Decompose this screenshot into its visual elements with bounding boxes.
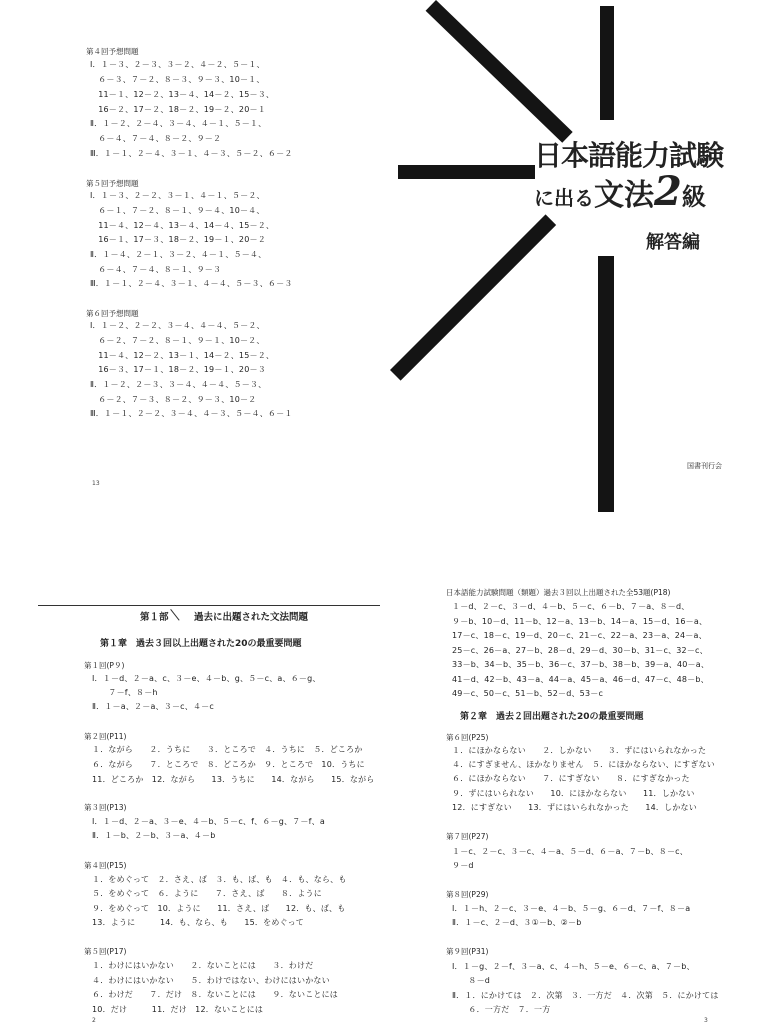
answer-line: Ⅱ．１．にかけては ２．次第 ３．一方だ ４．次第 ５．にかけては bbox=[452, 991, 719, 1000]
answer-line: ５．をめぐって ６．ように ７．さえ、ば ８．ように bbox=[92, 889, 322, 898]
answer-line: ６－４、７－４、８－１、９－３ bbox=[90, 265, 222, 274]
answer-line: 41－d、42－b、43－a、44－a、45－a、46－d、47－c、48－b、 bbox=[452, 675, 709, 684]
page-number: 13 bbox=[92, 480, 100, 487]
answer-line: ６．にほかならない ７．にすぎない ８．にすぎなかった bbox=[452, 774, 690, 783]
answer-line: Ⅰ．１－d、２－a、c、３－e、４－b、g、５－c、a、６－g、 bbox=[92, 674, 321, 683]
part-title: 過去に出題された文法問題 bbox=[194, 612, 309, 623]
part-header-rule bbox=[38, 605, 380, 606]
section-title: 第６回(P25) bbox=[446, 733, 489, 742]
bottom-right-page bbox=[384, 512, 768, 1024]
answer-line: Ⅱ．１－c、２－d、３①－b、②－b bbox=[452, 918, 582, 927]
section-title: 第５回(P17) bbox=[84, 947, 127, 956]
answer-line: 12．にすぎない 13．ずにはいられなかった 14．しかない bbox=[452, 803, 697, 812]
answer-line: ６－３、７－２、８－３、９－３、10－１、 bbox=[90, 75, 265, 84]
cover-title-main: 文法 bbox=[594, 178, 654, 213]
section-title: 第３回(P13) bbox=[84, 803, 127, 812]
answer-line: Ⅰ．１－d、２－a、３－e、４－b、５－c、f、６－g、７－f、a bbox=[92, 817, 325, 826]
answer-line: 11．どころか 12．ながら 13．うちに 14．ながら 15．ながら bbox=[92, 775, 375, 784]
chapter-heading: 第１章 過去３回以上出題された20の最重要問題 bbox=[100, 639, 302, 649]
answer-line: 49－c、50－c、51－b、52－d、53－c bbox=[452, 689, 604, 698]
section-title: 第１回(P９) bbox=[84, 661, 125, 670]
cover-title-line1: 日本語能力試験 bbox=[534, 139, 724, 172]
cover-horizontal-bar bbox=[398, 165, 535, 179]
answer-line: ６．ながら ７．ところで ８．どころか ９．ところで 10．うちに bbox=[92, 760, 365, 769]
answer-line: ９－b、10－d、11－b、12－a、13－b、14－a、15－d、16－a、 bbox=[452, 617, 708, 626]
part-label: 第１部 bbox=[140, 612, 169, 623]
top-left-page bbox=[0, 0, 384, 512]
answer-line: Ⅲ．１－１、２－４、３－１、４－３、５－２、６－２ bbox=[90, 149, 293, 158]
cover-title-prefix: に出る bbox=[534, 186, 594, 210]
part-header-slant bbox=[170, 609, 179, 621]
answer-line: ６．わけだ ７．だけ ８．ないことには ９．ないことには bbox=[92, 990, 338, 999]
answer-line: Ⅲ．１－１、２－４、３－１、４－４、５－３、６－３ bbox=[90, 279, 293, 288]
answer-line: ６．一方だ ７．一方 bbox=[452, 1005, 551, 1014]
answer-line: ４．にすぎません、ほかなりません ５．にほかならない、にすぎない bbox=[452, 760, 715, 769]
answer-line: Ⅰ．１－h、２－c、３－e、４－b、５－g、６－d、７－f、８－a bbox=[452, 904, 691, 913]
cover-diagonal-bar-lower bbox=[390, 214, 556, 380]
section-title: 第６回予想問題 bbox=[86, 309, 139, 318]
answer-line: １－d、２－c、３－d、４－b、５－c、６－b、７－a、８－d、 bbox=[452, 602, 690, 611]
section-title: 第４回(P15) bbox=[84, 861, 127, 870]
answer-line: Ⅰ．１－３、２－３、３－２、４－２、５－１、 bbox=[90, 60, 265, 69]
page-number: 3 bbox=[704, 1017, 708, 1024]
answer-line: ６－４、７－４、８－２、９－２ bbox=[90, 134, 222, 143]
answer-line: Ⅱ．１－２、２－４、３－４、４－１、５－１、 bbox=[90, 119, 267, 128]
section-title: 第２回(P11) bbox=[84, 732, 127, 741]
answer-line: １－c、２－c、３－c、４－a、５－d、６－a、７－b、８－c、 bbox=[452, 847, 688, 856]
answer-line: ６－１、７－２、８－１、９－４、10－４、 bbox=[90, 206, 265, 215]
answer-line: ４．わけにはいかない ５．わけではない、わけにはいかない bbox=[92, 976, 330, 985]
cover-vertical-bar-top bbox=[600, 6, 614, 120]
bottom-left-page bbox=[0, 512, 384, 1024]
answer-line: １．わけにはいかない ２．ないことには ３．わけだ bbox=[92, 961, 314, 970]
answer-line: Ⅲ．１－１、２－２、３－４、４－３、５－４、６－１ bbox=[90, 409, 293, 418]
cover-page bbox=[384, 0, 768, 512]
answer-line: ６－２、７－２、８－１、９－１、10－２、 bbox=[90, 336, 265, 345]
answer-line: 17－c、18－c、19－d、20－c、21－c、22－a、23－a、24－a、 bbox=[452, 631, 707, 640]
cover-title-line2 bbox=[534, 168, 706, 215]
answer-line: Ⅱ．１－４、２－１、３－２、４－１、５－４、 bbox=[90, 250, 267, 259]
cover-subtitle: 解答編 bbox=[646, 232, 700, 253]
cover-publisher: 国書刊行会 bbox=[687, 462, 722, 470]
cover-diagonal-bar-upper bbox=[426, 0, 573, 143]
answer-line: Ⅰ．１－３、２－２、３－１、４－１、５－２、 bbox=[90, 191, 265, 200]
answer-line: 16－１、17－３、18－２、19－１、20－２ bbox=[90, 235, 266, 244]
answer-line: 33－b、34－b、35－b、36－c、37－b、38－b、39－a、40－a、 bbox=[452, 660, 710, 669]
answer-line: ８－d bbox=[452, 976, 491, 985]
answer-line: Ⅰ．１－２、２－２、３－４、４－４、５－２、 bbox=[90, 321, 265, 330]
answer-line: Ⅱ．１－b、２－b、３－a、４－b bbox=[92, 831, 216, 840]
answer-line: ９－d bbox=[452, 861, 474, 870]
answer-line: Ⅰ．１－g、２－f、３－a、c、４－h、５－e、６－c、a、７－b、 bbox=[452, 962, 695, 971]
cover-title-level: 2 bbox=[654, 168, 682, 215]
section-title: 第９回(P31) bbox=[446, 947, 489, 956]
section-title: 第４回予想問題 bbox=[86, 47, 139, 56]
answer-line: １．をめぐって ２．さえ、ば ３．も、ば、も ４．も、なら、も bbox=[92, 875, 347, 884]
answer-line: ９．をめぐって 10．ように 11．さえ、ば 12．も、ば、も bbox=[92, 904, 346, 913]
answer-line: １．ながら ２．うちに ３．ところで ４．うちに ５．どころか bbox=[92, 745, 363, 754]
cover-title-suffix: 級 bbox=[681, 183, 706, 211]
answer-line: Ⅱ．１－a、２－a、３－c、４－c bbox=[92, 702, 214, 711]
answer-line: ９．ずにはいられない 10．にほかならない 11．しかない bbox=[452, 789, 695, 798]
answer-line: 11－４、12－２、13－１、14－２、15－２、 bbox=[90, 351, 275, 360]
answer-line: 11－１、12－２、13－４、14－２、15－３、 bbox=[90, 90, 275, 99]
cover-vertical-bar-bottom bbox=[598, 256, 614, 512]
answer-line: 16－２、17－２、18－２、19－２、20－１ bbox=[90, 105, 266, 114]
section-title: 第８回(P29) bbox=[446, 890, 489, 899]
answer-line: 16－３、17－１、18－２、19－１、20－３ bbox=[90, 365, 266, 374]
answer-line: 11－４、12－４、13－４、14－４、15－２、 bbox=[90, 221, 275, 230]
answer-line: １．にほかならない ２．しかない ３．ずにはいられなかった bbox=[452, 746, 707, 755]
answer-line: 10．だけ 11．だけ 12．ないことには bbox=[92, 1005, 264, 1014]
section-header: 日本語能力試験問題（類題）過去３回以上出題された全53題(P18) bbox=[446, 588, 671, 597]
answer-line: 13．ように 14．も、なら、も 15．をめぐって bbox=[92, 918, 304, 927]
chapter-heading: 第２章 過去２回出題された20の最重要問題 bbox=[460, 712, 644, 722]
section-title: 第７回(P27) bbox=[446, 832, 489, 841]
section-title: 第５回予想問題 bbox=[86, 179, 139, 188]
answer-line: 25－c、26－a、27－b、28－d、29－d、30－b、31－c、32－c、 bbox=[452, 646, 708, 655]
page-number: 2 bbox=[92, 1017, 96, 1024]
answer-line: ７－f、８－h bbox=[92, 688, 158, 697]
answer-line: ６－２、７－３、８－２、９－３、10－２ bbox=[90, 395, 257, 404]
answer-line: Ⅱ．１－２、２－３、３－４、４－４、５－３、 bbox=[90, 380, 267, 389]
